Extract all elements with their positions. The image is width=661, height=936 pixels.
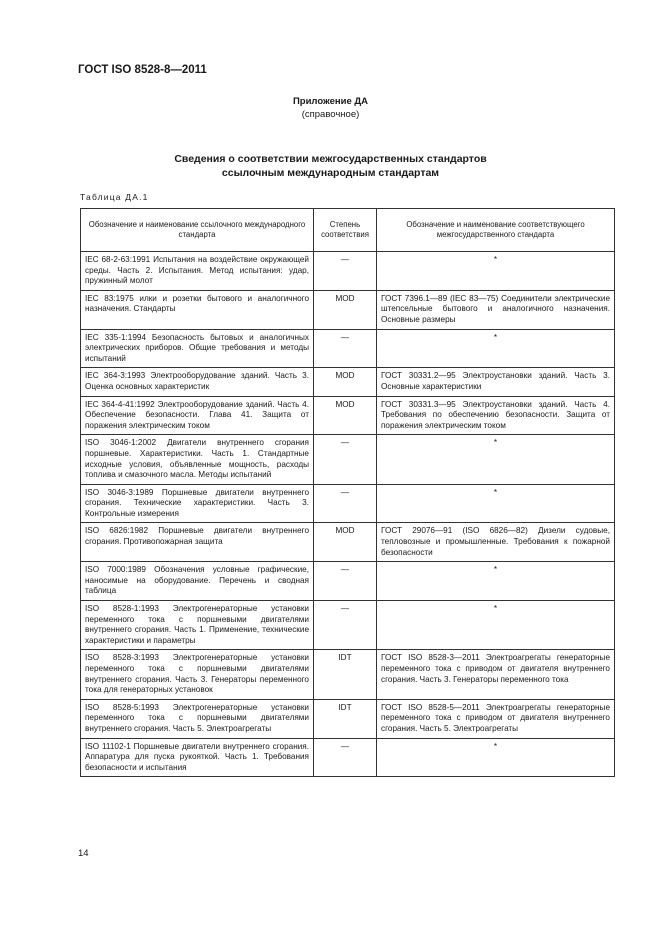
table-row: [81, 699, 615, 738]
document-header: ГОСТ ISO 8528-8—2011: [78, 64, 207, 76]
international-standard-cell: ISO 8528-5:1993 Электрогенераторные установки переменного тока с поршневыми двигателями внутреннего сгорания. Часть 5. Электроагрегаты: [81, 699, 314, 738]
degree-of-correspondence-cell: IDT: [314, 699, 377, 738]
interstate-standard-cell: *: [377, 252, 615, 291]
international-standard-cell: ISO 8528-3:1993 Электрогенераторные установки переменного тока с поршневыми двигателями внутреннего сгорания. Часть 3. Генераторы переменного тока для генераторных установок: [81, 650, 314, 699]
interstate-standard-cell: *: [377, 562, 615, 601]
column-header-interstate: Обозначение и наименование соответствующего межгосударственного стандарта: [377, 209, 615, 252]
column-header-degree: Степень соответствия: [314, 209, 377, 252]
interstate-standard-cell: ГОСТ 30331.3—95 Электроустановки зданий. Часть 4. Требования по обеспечению безопасности. Защита от поражения электрическим током: [377, 396, 615, 435]
interstate-standard-cell: *: [377, 738, 615, 777]
interstate-standard-cell: *: [377, 435, 615, 484]
international-standard-cell: ISO 6826:1982 Поршневые двигатели внутреннего сгорания. Противопожарная защита: [81, 523, 314, 562]
appendix-heading: [0, 95, 661, 121]
international-standard-cell: IEC 68-2-63:1991 Испытания на воздействие окружающей среды. Часть 2. Испытания. Метод испытания: удар, пружинный молот: [81, 252, 314, 291]
table-caption: Таблица ДА.1: [80, 192, 149, 202]
table-row: [81, 290, 615, 329]
correspondence-table: [80, 208, 615, 777]
interstate-standard-cell: ГОСТ 29076—91 (ISO 6826—82) Дизели судовые, тепловозные и промышленные. Требования к пожарной безопасности: [377, 523, 615, 562]
degree-of-correspondence-cell: —: [314, 435, 377, 484]
degree-of-correspondence-cell: MOD: [314, 396, 377, 435]
table-row: [81, 523, 615, 562]
section-title-line-1: Сведения о соответствии межгосударственных стандартов: [174, 153, 487, 165]
degree-of-correspondence-cell: MOD: [314, 523, 377, 562]
interstate-standard-cell: ГОСТ ISO 8528-3—2011 Электроагрегаты генераторные переменного тока с приводом от двигателя внутреннего сгорания. Часть 3. Генераторы переменного тока: [377, 650, 615, 699]
degree-of-correspondence-cell: —: [314, 252, 377, 291]
degree-of-correspondence-cell: MOD: [314, 290, 377, 329]
international-standard-cell: ISO 3046-1:2002 Двигатели внутреннего сгорания поршневые. Характеристики. Часть 1. Стандартные исходные условия, объявленные мощность, расходы топлива и смазочного масла. Методы испытаний: [81, 435, 314, 484]
interstate-standard-cell: ГОСТ ISO 8528-5—2011 Электроагрегаты генераторные переменного тока с приводом от двигателя внутреннего сгорания. Часть 5. Электроагрегаты: [377, 699, 615, 738]
degree-of-correspondence-cell: —: [314, 738, 377, 777]
appendix-subtitle: (справочное): [301, 109, 360, 120]
appendix-title: Приложение ДА: [292, 96, 369, 107]
table-row: [81, 650, 615, 699]
table-row: [81, 601, 615, 650]
interstate-standard-cell: ГОСТ 30331.2—95 Электроустановки зданий. Часть 3. Основные характеристики: [377, 368, 615, 396]
table-row: [81, 562, 615, 601]
degree-of-correspondence-cell: IDT: [314, 650, 377, 699]
interstate-standard-cell: *: [377, 484, 615, 523]
international-standard-cell: IEC 335-1:1994 Безопасность бытовых и аналогичных электрических приборов. Общие требования и методы испытаний: [81, 329, 314, 368]
degree-of-correspondence-cell: MOD: [314, 368, 377, 396]
correspondence-table-container: [80, 208, 614, 777]
table-header-row: [81, 209, 615, 252]
international-standard-cell: ISO 3046-3:1989 Поршневые двигатели внутреннего сгорания. Технические характеристики. Часть 3. Контрольные измерения: [81, 484, 314, 523]
international-standard-cell: IEC 364-4-41:1992 Электрооборудование зданий. Часть 4. Обеспечение безопасности. Глава 41. Защита от поражения электрическим током: [81, 396, 314, 435]
section-title-line-2: ссылочным международным стандартам: [221, 167, 440, 179]
column-header-international: Обозначение и наименование ссылочного международного стандарта: [81, 209, 314, 252]
table-body: [81, 252, 615, 777]
degree-of-correspondence-cell: —: [314, 484, 377, 523]
degree-of-correspondence-cell: —: [314, 562, 377, 601]
table-row: [81, 484, 615, 523]
table-row: [81, 396, 615, 435]
interstate-standard-cell: *: [377, 329, 615, 368]
interstate-standard-cell: ГОСТ 7396.1—89 (IEC 83—75) Соединители электрические штепсельные бытового и аналогичного назначения. Основные размеры: [377, 290, 615, 329]
table-row: [81, 435, 615, 484]
international-standard-cell: ISO 11102-1 Поршневые двигатели внутреннего сгорания. Аппаратура для пуска рукояткой. Часть 1. Требования безопасности и испытания: [81, 738, 314, 777]
table-row: [81, 252, 615, 291]
international-standard-cell: ISO 7000:1989 Обозначения условные графические, наносимые на оборудование. Перечень и сводная таблица: [81, 562, 314, 601]
degree-of-correspondence-cell: —: [314, 329, 377, 368]
international-standard-cell: IEC 364-3:1993 Электрооборудование зданий. Часть 3. Оценка основных характеристик: [81, 368, 314, 396]
table-row: [81, 738, 615, 777]
international-standard-cell: ISO 8528-1:1993 Электрогенераторные установки переменного тока с поршневыми двигателями внутреннего сгорания. Часть 1. Применение, технические характеристики и параметры: [81, 601, 314, 650]
table-row: [81, 368, 615, 396]
page-number: 14: [78, 848, 89, 859]
international-standard-cell: IEC 83:1975 илки и розетки бытового и аналогичного назначения. Стандарты: [81, 290, 314, 329]
table-row: [81, 329, 615, 368]
interstate-standard-cell: *: [377, 601, 615, 650]
section-title: [0, 152, 661, 180]
degree-of-correspondence-cell: —: [314, 601, 377, 650]
